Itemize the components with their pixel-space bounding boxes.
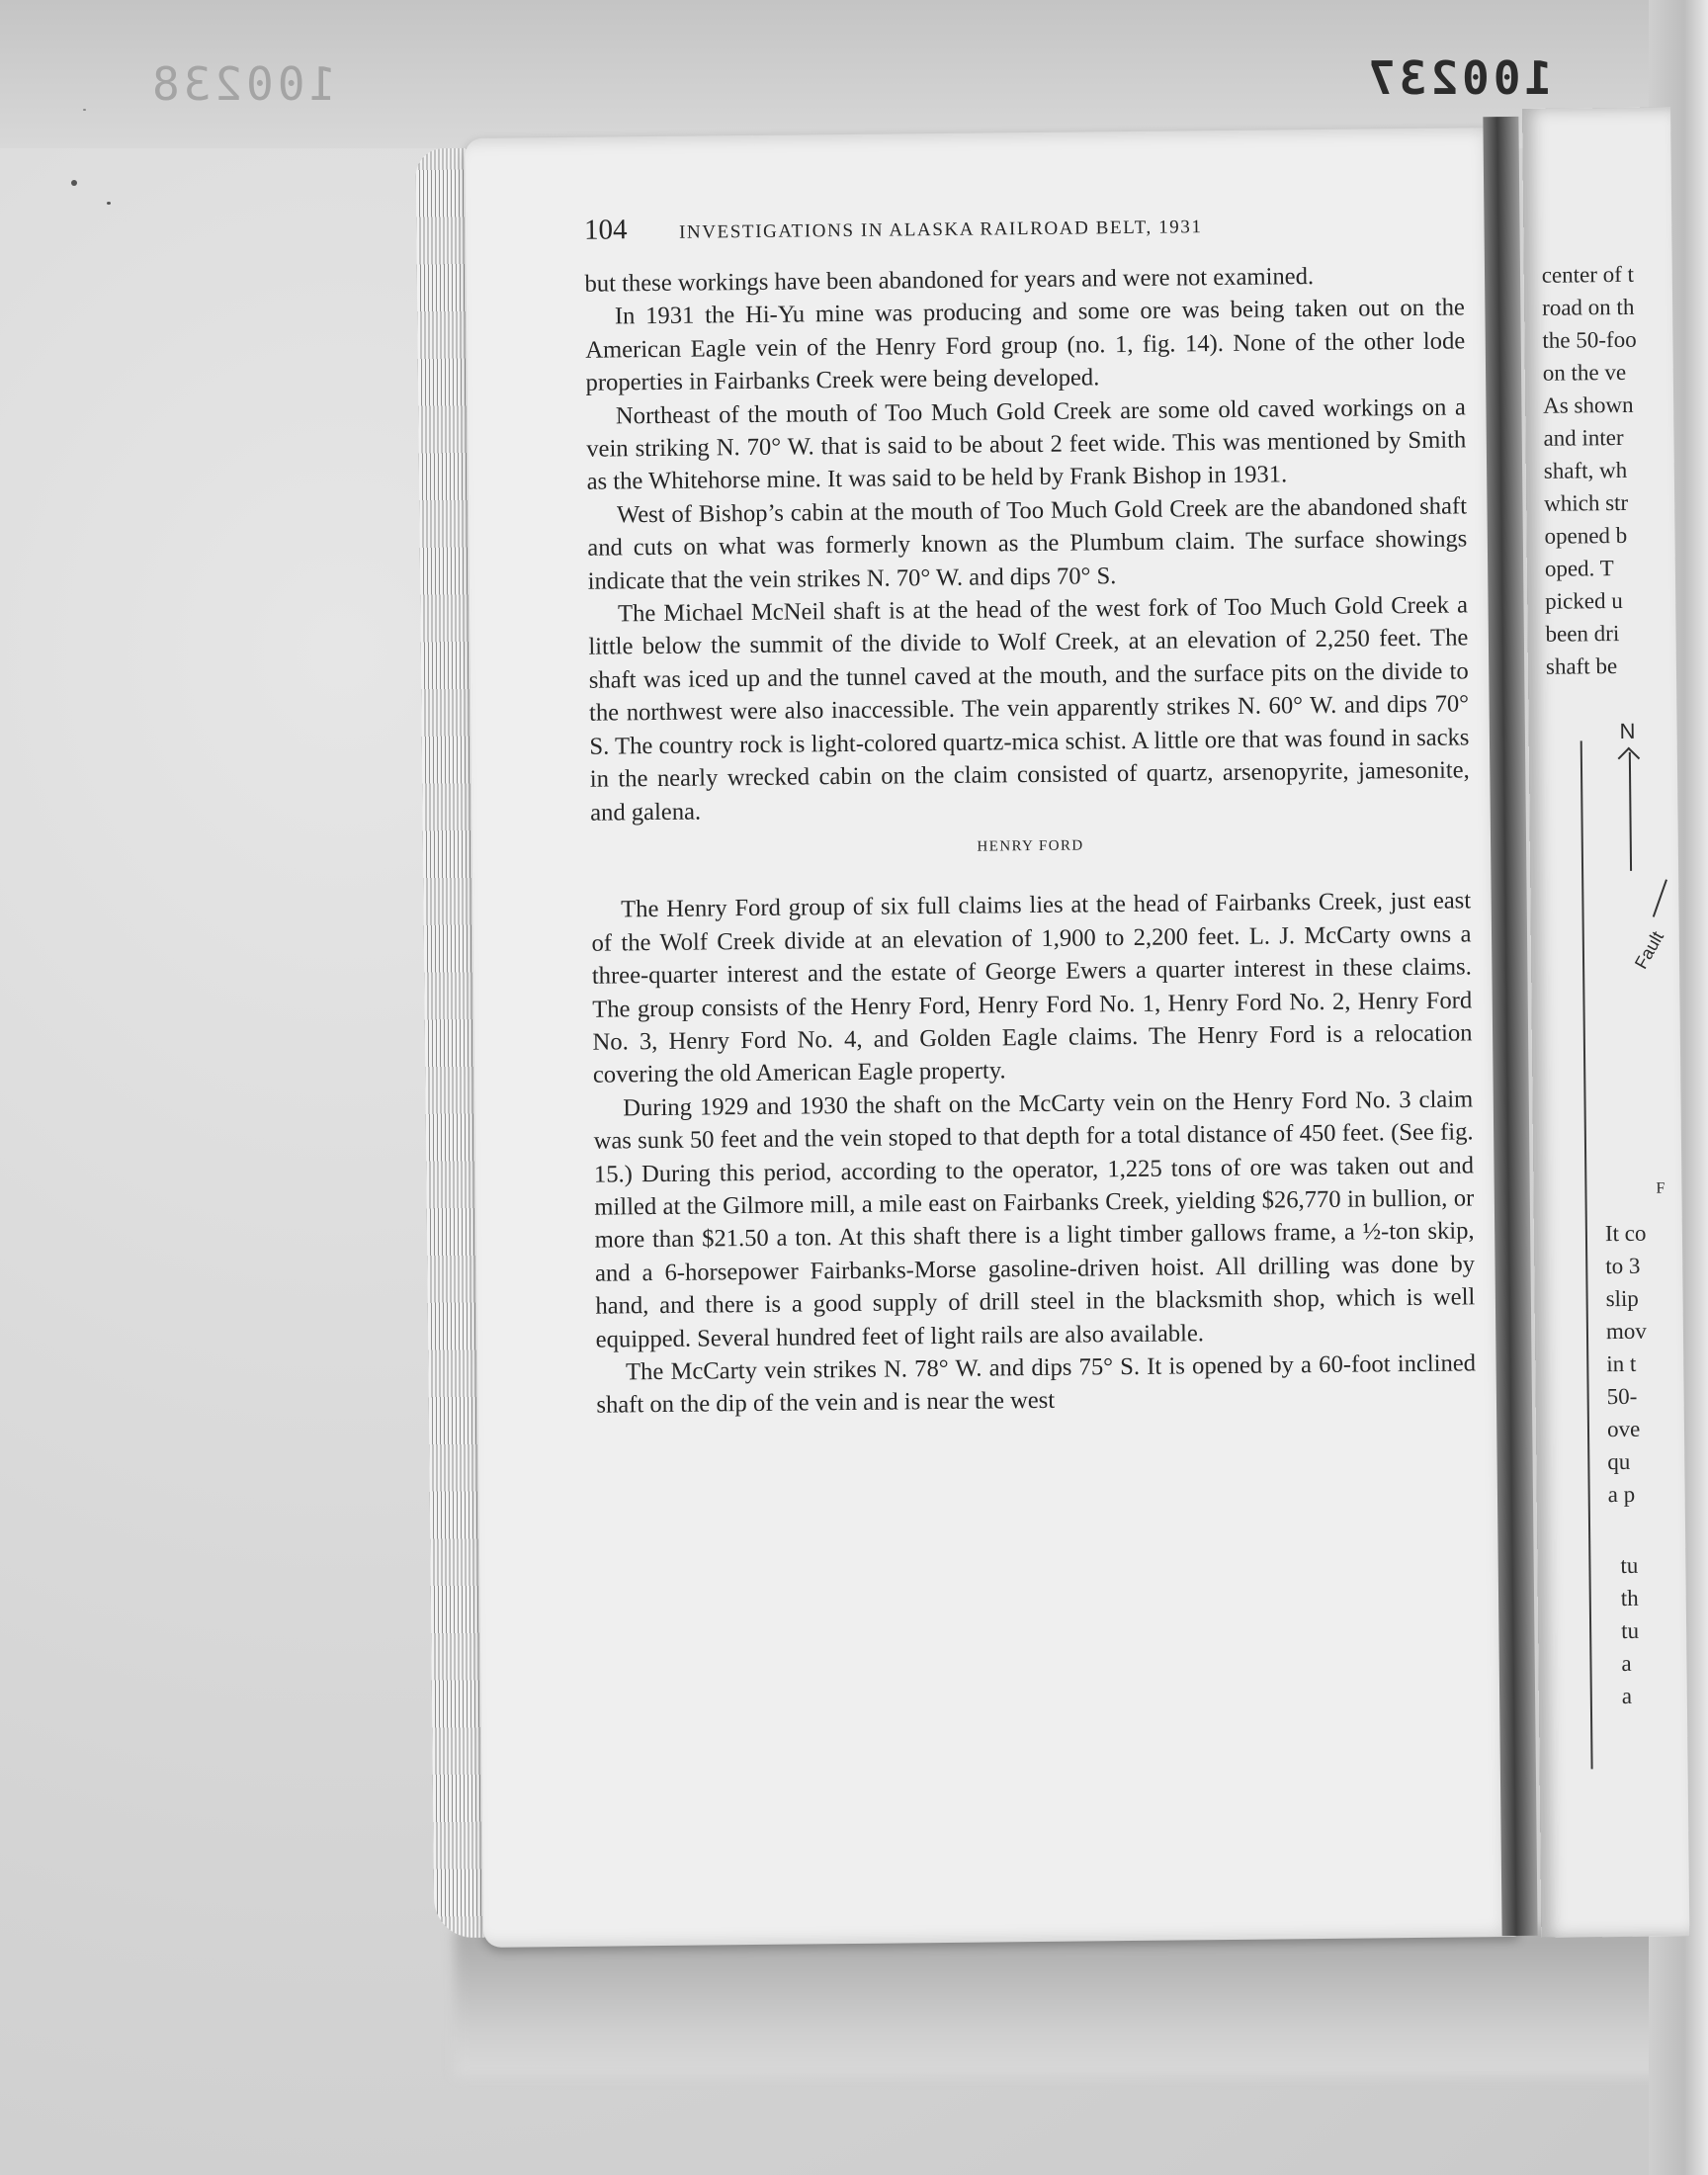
facing-text-line: It co (1604, 1220, 1647, 1247)
facing-text-line: a (1621, 1650, 1632, 1677)
facing-text-line: road on th (1541, 294, 1635, 320)
page-number: 104 (583, 214, 628, 246)
facing-text-line: on the ve (1542, 359, 1627, 386)
fault-label: Fault (1630, 927, 1668, 973)
facing-text-line: shaft be (1545, 653, 1618, 679)
bates-stamp-left: 100238 (148, 57, 337, 111)
paragraph: The Henry Ford group of six full claims lies at the head of Fairbanks Creek, just east of the Wolf Creek divide at an elevation of 1,900 to 2,200 feet. L. J. McCarty owns a three-quarter interest and the estate of George Ewers a quarter interest in these claims. The group consists of the Henry Ford, Henry Ford No. 1, Henry Ford No. 2, Henry Ford No. 3, Henry Ford No. 4, and Golden Eagle claims. The Henry Ford is a relocation covering the old American Eagle property. (591, 887, 1473, 1089)
facing-text-line: 50- (1606, 1383, 1638, 1410)
facing-text-line: a (1621, 1683, 1633, 1709)
facing-text-line: been dri (1545, 621, 1620, 647)
paragraph: Northeast of the mouth of Too Much Gold Creek are some old caved workings on a vein striking N. 70° W. that is said to be about 2 feet wide. This was mentioned by Smith as the Whitehorse mine. It was said to be held by Frank Bishop in 1931. (586, 393, 1467, 496)
facing-text-line: picked u (1545, 587, 1623, 614)
facing-text-line: the 50-foo (1542, 326, 1637, 353)
facing-text-line: to 3 (1605, 1253, 1641, 1279)
paragraph: West of Bishop’s cabin at the mouth of Too Much Gold Creek are the abandoned shaft and cuts on what was formerly known as the Plumbum claim. The surface showings indicate that the vein strikes N. 70° W. and dips 70° S. (587, 492, 1468, 595)
facing-text-line: tu (1620, 1552, 1639, 1579)
facing-text-line: and inter (1543, 424, 1624, 451)
facing-text-line: opened b (1544, 522, 1628, 549)
facing-text-line: qu (1607, 1448, 1631, 1475)
facing-text-line: th (1620, 1585, 1639, 1611)
dust-speck (107, 202, 111, 205)
running-head (584, 205, 1464, 249)
section-heading: HENRY FORD (977, 837, 1084, 855)
facing-text-line: mov (1605, 1318, 1647, 1345)
facing-text-line: As shown (1543, 392, 1634, 418)
page-content (584, 205, 1477, 1422)
book-page (465, 128, 1519, 1948)
book-shadow (455, 1928, 1708, 2076)
facing-text-line: tu (1620, 1617, 1640, 1644)
figure-caption-fragment: F (1656, 1179, 1665, 1197)
paragraph: The McCarty vein strikes N. 78° W. and dips 75° S. It is opened by a 60-foot inclined shaft on the dip of the vein and is near the west (596, 1349, 1477, 1420)
fault-line (1653, 879, 1667, 916)
facing-text-line: slip (1605, 1285, 1639, 1312)
facing-text-line: oped. T (1544, 556, 1614, 581)
paragraph: During 1929 and 1930 the shaft on the McCarty vein on the Henry Ford No. 3 claim was sunk 50 feet and the vein stoped to that depth for a total distance of 450 feet. (See fig. 15.) During this period, according to the operator, 1,225 tons of ore was taken out and milled at the Gilmore mill, a mile east on Fairbanks Creek, yielding $26,770 in bullion, or more than $21.50 a ton. At this shaft there is a light timber gallows frame, a ½-ton skip, and a 6-horsepower Fairbanks-Morse gasoline-driven hoist. All drilling was done by hand, and there is a good supply of drill steel in the blacksmith shop, which is well equipped. Several hundred feet of light rails are also available. (593, 1086, 1476, 1353)
north-label: N (1619, 718, 1636, 744)
facing-text-line: ove (1606, 1416, 1641, 1442)
dust-speck (71, 180, 77, 186)
paragraph: In 1931 the Hi-Yu mine was producing and some ore was being taken out on the American Eagle vein of the Henry Ford group (no. 1, fig. 14). None of the other lode properties in Fairbanks Creek were being developed. (585, 294, 1466, 396)
paragraph: The Michael McNeil shaft is at the head of the west fork of Too Much Gold Creek a little below the summit of the divide to Wolf Creek, at an elevation of 2,250 feet. The shaft was iced up and the tunnel caved at the mouth, and the surface pits on the divide to the northwest were also inaccessible. The vein apparently strikes N. 60° W. and dips 70° S. The country rock is light-colored quartz-mica schist. A little ore that was found in sacks in the nearly wrecked cabin on the claim consisted of quartz, arsenopyrite, jamesonite, and galena. (588, 591, 1470, 826)
facing-text-line: shaft, wh (1543, 457, 1628, 483)
facing-page (1522, 107, 1689, 1937)
figure-border-line (1580, 740, 1593, 1769)
north-arrow-icon (1629, 752, 1632, 871)
facing-text-line: a p (1607, 1481, 1636, 1508)
facing-text-line: center of t (1541, 261, 1635, 288)
dust-speck (83, 109, 86, 111)
facing-text-line: in t (1606, 1350, 1637, 1377)
bates-stamp-right: 100237 (1364, 51, 1553, 105)
running-head-title: INVESTIGATIONS IN ALASKA RAILROAD BELT, 1931 (678, 217, 1203, 243)
paragraph: but these workings have been abandoned for years and were not examined. (584, 263, 1315, 298)
facing-text-line: which str (1544, 489, 1629, 516)
